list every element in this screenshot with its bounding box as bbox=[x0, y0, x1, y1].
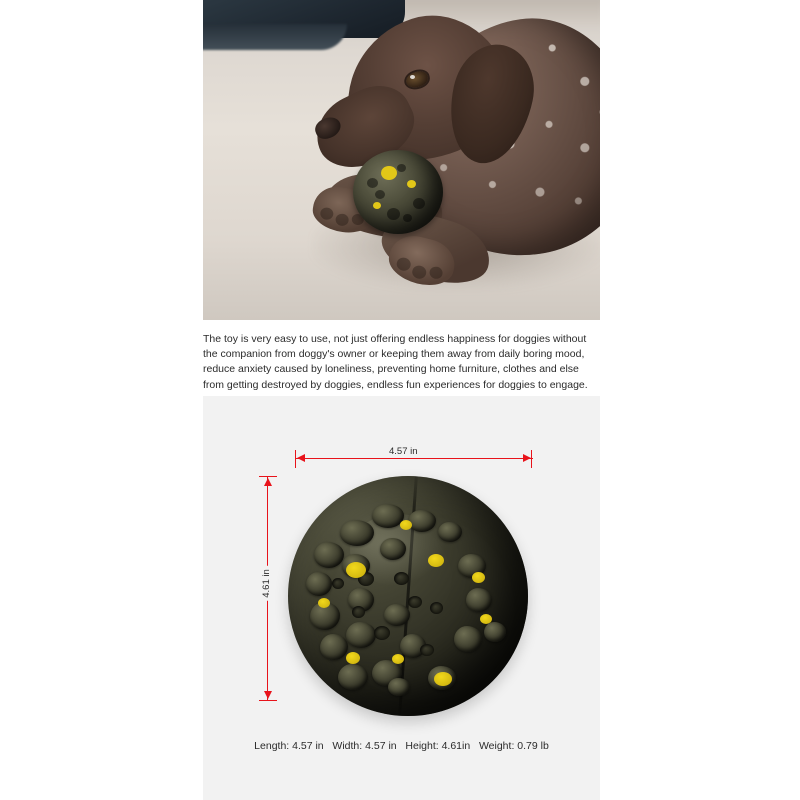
lifestyle-photo bbox=[203, 0, 600, 320]
photo-couch-cushion bbox=[203, 24, 347, 50]
height-arrow-down-icon bbox=[264, 691, 272, 699]
spec-weight: Weight: 0.79 lb bbox=[478, 740, 549, 752]
height-arrow-up-icon bbox=[264, 478, 272, 486]
dimension-diagram-block bbox=[203, 396, 600, 800]
width-measure-label: 4.57 in bbox=[386, 446, 421, 457]
width-arrow-left-icon bbox=[297, 454, 305, 462]
product-description: The toy is very easy to use, not just offering endless happiness for doggies without the companion from doggy's owner or keeping them away from daily boring mood, reduce anxiety caused by loneliness, preventing home furniture, clothes and else from getting destroyed by doggies, endless fun experiences for doggies to engage. bbox=[203, 333, 588, 391]
spec-length: Length: 4.57 in bbox=[254, 740, 324, 752]
width-arrow-right-icon bbox=[523, 454, 531, 462]
width-measure-line bbox=[295, 458, 533, 459]
width-tick-right bbox=[531, 450, 532, 468]
spec-gap-3 bbox=[470, 740, 479, 752]
spec-width: Width: 4.57 in bbox=[332, 740, 397, 752]
spec-height: Height: 4.61in bbox=[405, 740, 471, 752]
photo-chew-toy bbox=[353, 150, 443, 234]
spec-line bbox=[203, 740, 600, 752]
height-measure-label: 4.61 in bbox=[261, 566, 272, 601]
dimension-diagram-stage bbox=[203, 396, 600, 758]
product-ball-image bbox=[288, 476, 528, 716]
dog-eye-highlight bbox=[410, 75, 415, 79]
height-tick-bottom bbox=[259, 700, 277, 701]
